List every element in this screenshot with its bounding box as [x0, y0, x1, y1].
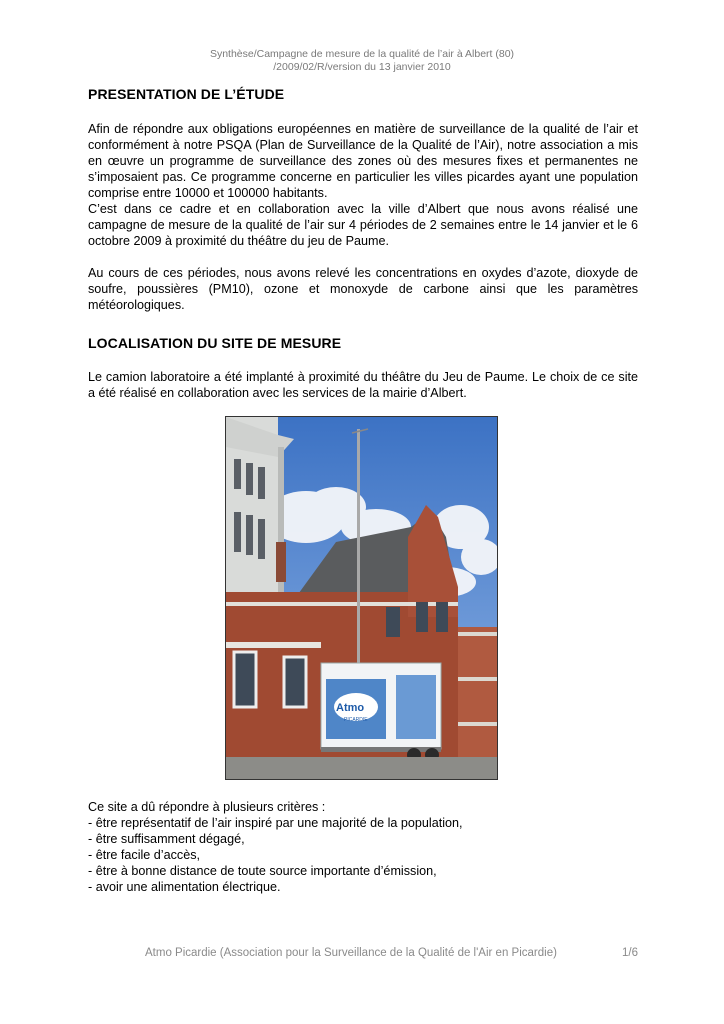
site-photo-illustration	[226, 417, 497, 779]
criteria-item: - être suffisamment dégagé,	[88, 832, 245, 846]
header-line-1: Synthèse/Campagne de mesure de la qualité de l’air à Albert (80)	[209, 48, 515, 60]
criteria-item: - être à bonne distance de toute source importante d’émission,	[88, 864, 437, 878]
page-header	[0, 48, 724, 74]
criteria-item: - avoir une alimentation électrique.	[88, 880, 281, 894]
section-title-localisation: LOCALISATION DU SITE DE MESURE	[88, 335, 342, 351]
header-line-2: /2009/02/R/version du 13 janvier 2010	[273, 61, 451, 73]
presentation-paragraph-3: Au cours de ces périodes, nous avons relevé les concentrations en oxydes d’azote, dioxyde de soufre, poussières (PM10), ozone et monoxyde de carbone ainsi que les paramètres météorologiques.	[88, 266, 638, 312]
criteria-list	[88, 799, 638, 895]
trailer-brand-sub: PICARDIE	[344, 717, 368, 723]
trailer-brand: Atmo	[336, 702, 365, 714]
site-photo	[225, 416, 498, 780]
page-footer: Atmo Picardie (Association pour la Surveillance de la Qualité de l'Air en Picardie)	[145, 947, 557, 959]
section-title-presentation: PRESENTATION DE L’ÉTUDE	[88, 86, 285, 102]
criteria-intro: Ce site a dû répondre à plusieurs critères :	[88, 800, 326, 814]
presentation-text	[88, 121, 638, 313]
presentation-paragraph-2: C’est dans ce cadre et en collaboration avec la ville d’Albert que nous avons réalisé une campagne de mesure de la qualité de l’air sur 4 périodes de 2 semaines entre le 14 janvier et le 6 octobre 2009 à proximité du théâtre du jeu de Paume.	[88, 202, 638, 248]
criteria-item: - être représentatif de l’air inspiré par une majorité de la population,	[88, 816, 463, 830]
page-number: 1/6	[622, 947, 638, 959]
ground	[226, 757, 497, 779]
presentation-paragraph-1: Afin de répondre aux obligations européennes en matière de surveillance de la qualité de l’air et conformément à notre PSQA (Plan de Surveillance de la Qualité de l’Air), notre association a mis en œuvre un programme de surveillance des zones où des mesures fixes et permanentes ne s’imposaient pas. Ce programme concerne en particulier les villes picardes ayant une population comprise entre 10000 et 100000 habitants.	[88, 122, 638, 200]
localisation-text	[88, 369, 638, 401]
criteria-item: - être facile d’accès,	[88, 848, 200, 862]
laboratory-trailer	[321, 663, 441, 762]
localisation-paragraph: Le camion laboratoire a été implanté à proximité du théâtre du Jeu de Paume. Le choix de ce site a été réalisé en collaboration avec les services de la mairie d’Albert.	[88, 370, 638, 400]
